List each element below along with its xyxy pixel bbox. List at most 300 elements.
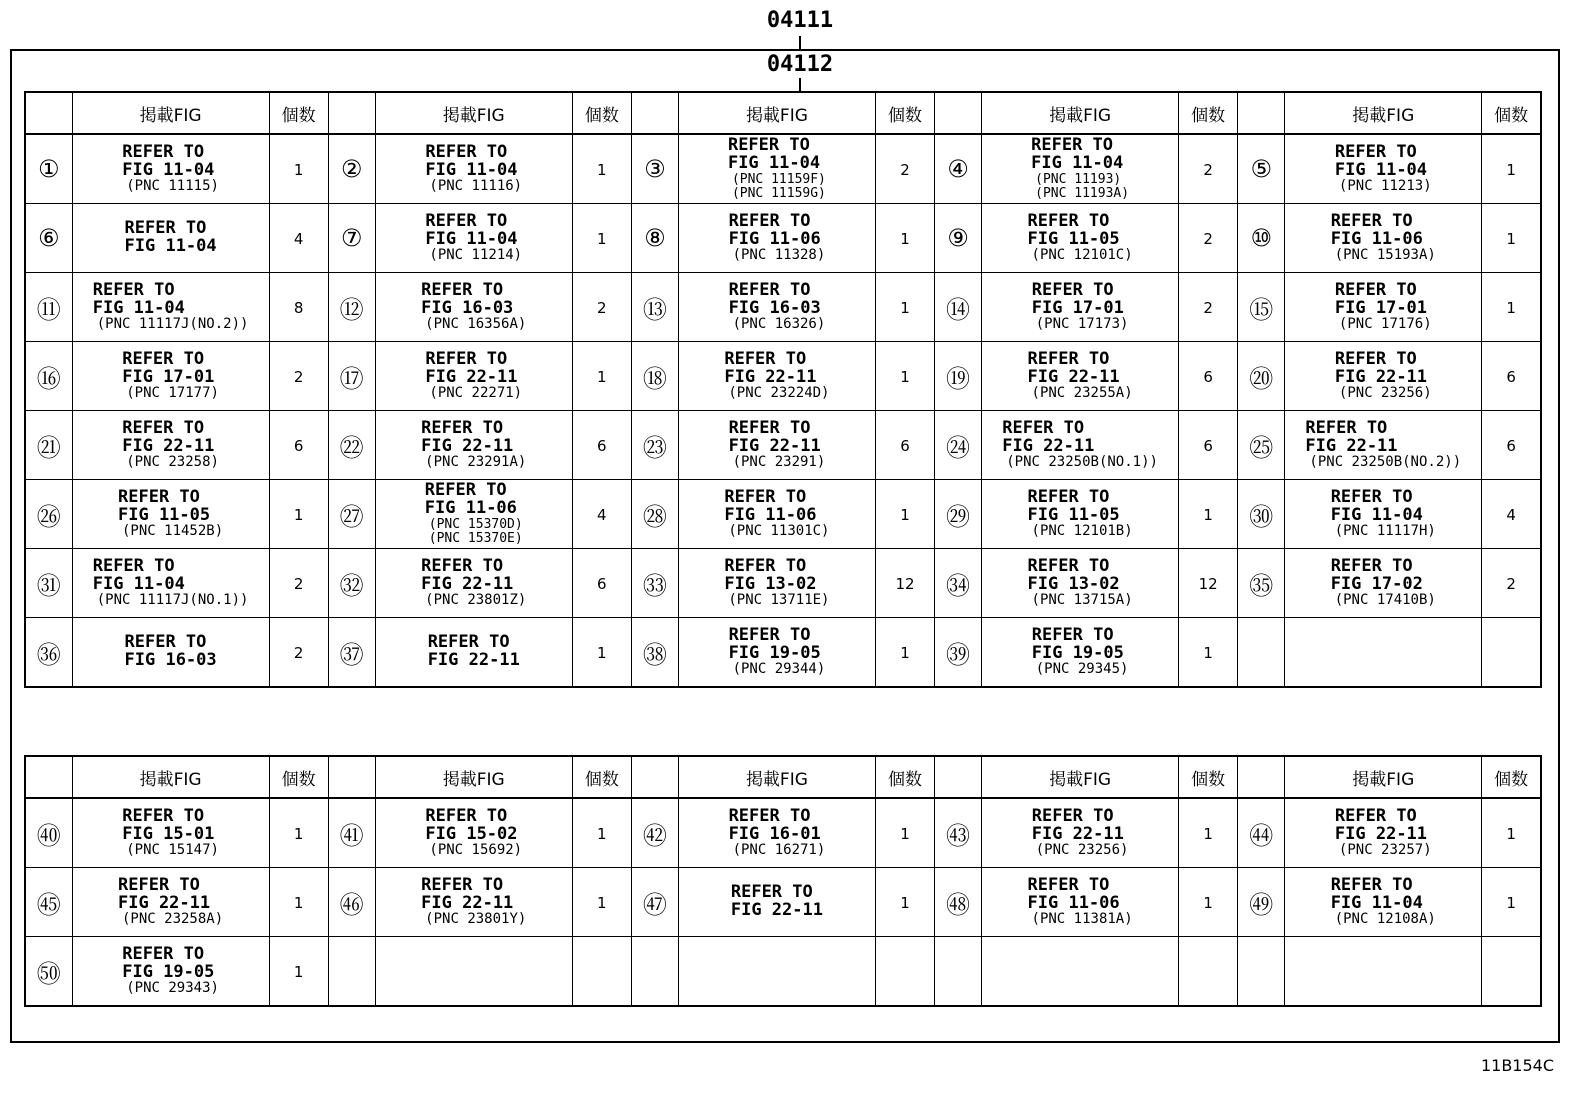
header-fig: 掲載FIG bbox=[1285, 92, 1482, 134]
quantity: 1 bbox=[293, 160, 304, 179]
item-number: ㉞ bbox=[946, 571, 971, 600]
pnc-code: (PNC 23250B(NO.1)) bbox=[1006, 454, 1158, 471]
item-number: ⑲ bbox=[946, 364, 971, 393]
item-number-cell bbox=[25, 937, 72, 1007]
refer-to-text bbox=[125, 220, 217, 256]
quantity: 2 bbox=[293, 574, 304, 593]
connector-line bbox=[799, 78, 801, 91]
item-number-cell bbox=[1238, 618, 1285, 688]
quantity: 1 bbox=[1506, 893, 1516, 912]
quantity: 1 bbox=[900, 298, 910, 317]
item-number-cell bbox=[1238, 204, 1285, 273]
item-number-cell bbox=[1238, 937, 1285, 1007]
item-number: ⑥ bbox=[38, 224, 60, 252]
item-number-cell bbox=[328, 480, 375, 549]
pnc-code: (PNC 11159F) bbox=[731, 172, 826, 188]
refer-to-label: REFER TO bbox=[728, 417, 811, 438]
fig-reference-cell bbox=[678, 273, 875, 342]
fig-reference-cell bbox=[1285, 134, 1482, 204]
fig-number: FIG 22-11 bbox=[1334, 823, 1428, 844]
qty-cell bbox=[572, 204, 631, 273]
refer-to-label: REFER TO bbox=[118, 486, 200, 507]
item-number-cell bbox=[1238, 868, 1285, 937]
quantity: 1 bbox=[597, 160, 607, 179]
item-number: ㊽ bbox=[946, 890, 971, 919]
refer-to-text bbox=[1002, 417, 1158, 471]
fig-reference-cell bbox=[72, 868, 269, 937]
pnc-code: (PNC 11301C) bbox=[728, 523, 830, 540]
fig-number: FIG 11-04 bbox=[122, 159, 215, 180]
item-number-cell bbox=[631, 868, 678, 937]
fig-number: FIG 11-04 bbox=[1330, 892, 1423, 913]
header-qty: 個数 bbox=[875, 92, 934, 134]
refer-to-text bbox=[122, 417, 219, 471]
qty-cell bbox=[1482, 549, 1541, 618]
item-number-cell bbox=[25, 411, 72, 480]
refer-to-text bbox=[1031, 279, 1129, 333]
fig-reference-cell bbox=[72, 480, 269, 549]
refer-to-text bbox=[425, 482, 523, 545]
pnc-code: (PNC 11115) bbox=[126, 178, 219, 195]
fig-reference-cell bbox=[1285, 618, 1482, 688]
refer-to-label: REFER TO bbox=[425, 141, 508, 162]
item-number: ㊺ bbox=[36, 890, 61, 919]
qty-cell bbox=[1482, 937, 1541, 1007]
refer-to-text bbox=[122, 943, 219, 997]
fig-reference-cell bbox=[72, 342, 269, 411]
refer-to-label: REFER TO bbox=[730, 882, 813, 903]
qty-cell bbox=[1179, 480, 1238, 549]
fig-number: FIG 16-03 bbox=[124, 650, 217, 670]
header-blank bbox=[935, 92, 982, 134]
refer-to-label: REFER TO bbox=[1031, 279, 1114, 300]
item-number-cell bbox=[328, 937, 375, 1007]
item-number: ㉖ bbox=[36, 502, 61, 531]
item-number-cell bbox=[1238, 411, 1285, 480]
item-number: ㊸ bbox=[946, 821, 971, 850]
item-number-cell bbox=[328, 342, 375, 411]
fig-reference-cell bbox=[72, 273, 269, 342]
item-number: ⑭ bbox=[946, 295, 971, 324]
qty-cell bbox=[1482, 134, 1541, 204]
qty-cell bbox=[875, 273, 934, 342]
header-fig: 掲載FIG bbox=[982, 756, 1179, 798]
fig-reference-cell bbox=[72, 411, 269, 480]
pnc-code: (PNC 11117J(NO.1)) bbox=[96, 592, 249, 609]
fig-number: FIG 22-11 bbox=[421, 573, 514, 594]
quantity: 2 bbox=[900, 160, 910, 179]
refer-to-text bbox=[1027, 555, 1133, 609]
item-number-cell bbox=[631, 134, 678, 204]
qty-cell bbox=[1482, 342, 1541, 411]
fig-number: FIG 13-02 bbox=[1027, 573, 1120, 594]
refer-to-label: REFER TO bbox=[1305, 417, 1388, 438]
qty-cell bbox=[269, 273, 328, 342]
qty-cell bbox=[572, 342, 631, 411]
refer-to-text bbox=[1334, 805, 1432, 859]
refer-to-label: REFER TO bbox=[1330, 555, 1413, 576]
header-fig: 掲載FIG bbox=[678, 756, 875, 798]
qty-cell bbox=[1482, 411, 1541, 480]
quantity: 1 bbox=[597, 824, 607, 843]
fig-number: FIG 22-11 bbox=[724, 366, 817, 387]
pnc-code: (PNC 15147) bbox=[126, 842, 219, 859]
item-number-cell bbox=[631, 937, 678, 1007]
refer-to-text bbox=[724, 486, 830, 540]
qty-cell bbox=[269, 868, 328, 937]
qty-cell bbox=[875, 937, 934, 1007]
item-number-cell bbox=[328, 798, 375, 868]
refer-to-label: REFER TO bbox=[122, 805, 205, 826]
fig-number: FIG 11-05 bbox=[1027, 504, 1120, 525]
refer-to-text bbox=[728, 624, 826, 678]
fig-reference-cell bbox=[678, 204, 875, 273]
quantity: 1 bbox=[1506, 160, 1516, 179]
quantity: 2 bbox=[1506, 574, 1516, 593]
table-row bbox=[25, 411, 1541, 480]
qty-cell bbox=[1179, 868, 1238, 937]
header-blank bbox=[328, 92, 375, 134]
qty-cell bbox=[269, 134, 328, 204]
refer-to-label: REFER TO bbox=[421, 417, 504, 438]
pnc-code: (PNC 29343) bbox=[126, 980, 219, 997]
item-number: ⑨ bbox=[947, 224, 969, 252]
fig-number: FIG 17-01 bbox=[1031, 297, 1124, 318]
qty-cell bbox=[572, 868, 631, 937]
pnc-code: (PNC 15692) bbox=[429, 842, 523, 859]
item-number: ⑪ bbox=[36, 295, 61, 324]
refer-to-label: REFER TO bbox=[1330, 874, 1413, 895]
pnc-code: (PNC 23255A) bbox=[1031, 385, 1133, 402]
item-number-cell bbox=[935, 798, 982, 868]
pnc-code: (PNC 23257) bbox=[1338, 842, 1432, 859]
item-number: ㊷ bbox=[642, 821, 667, 850]
refer-to-text bbox=[421, 279, 527, 333]
item-number: ㊲ bbox=[339, 640, 364, 669]
item-number: ④ bbox=[947, 155, 969, 183]
item-number-cell bbox=[631, 204, 678, 273]
qty-cell bbox=[269, 798, 328, 868]
qty-cell bbox=[269, 937, 328, 1007]
fig-reference-cell bbox=[982, 411, 1179, 480]
fig-number: FIG 11-04 bbox=[124, 236, 217, 256]
fig-number: FIG 22-11 bbox=[421, 892, 514, 913]
refer-to-label: REFER TO bbox=[122, 348, 205, 369]
pnc-code: (PNC 23224D) bbox=[728, 385, 830, 402]
refer-to-label: REFER TO bbox=[724, 348, 807, 369]
table-row bbox=[25, 134, 1541, 204]
item-number: ⑰ bbox=[339, 364, 364, 393]
pnc-code: (PNC 11117J(NO.2)) bbox=[96, 316, 249, 333]
pnc-code: (PNC 13715A) bbox=[1031, 592, 1133, 609]
header-qty: 個数 bbox=[572, 92, 631, 134]
fig-number: FIG 22-11 bbox=[1031, 823, 1124, 844]
header-qty: 個数 bbox=[1179, 756, 1238, 798]
item-number: ㉜ bbox=[339, 571, 364, 600]
pnc-code: (PNC 11213) bbox=[1338, 178, 1432, 195]
fig-number: FIG 22-11 bbox=[1002, 435, 1095, 456]
fig-reference-cell bbox=[982, 134, 1179, 204]
qty-cell bbox=[875, 342, 934, 411]
fig-number: FIG 22-11 bbox=[1027, 366, 1120, 387]
qty-cell bbox=[1482, 868, 1541, 937]
header-blank bbox=[631, 92, 678, 134]
item-number: ⑫ bbox=[339, 295, 364, 324]
refer-to-text bbox=[731, 884, 823, 920]
header-qty: 個数 bbox=[1482, 756, 1541, 798]
qty-cell bbox=[572, 618, 631, 688]
quantity: 1 bbox=[900, 505, 910, 524]
refer-to-text bbox=[425, 805, 523, 859]
item-number-cell bbox=[935, 411, 982, 480]
item-number: ㉗ bbox=[339, 502, 364, 531]
quantity: 6 bbox=[1203, 436, 1213, 455]
pnc-code: (PNC 11193) bbox=[1035, 172, 1122, 188]
fig-reference-cell bbox=[1285, 937, 1482, 1007]
quantity: 2 bbox=[1203, 229, 1213, 248]
quantity: 1 bbox=[900, 643, 910, 662]
pnc-code: (PNC 23291) bbox=[732, 454, 826, 471]
item-number-cell bbox=[1238, 273, 1285, 342]
quantity: 1 bbox=[1203, 893, 1213, 912]
fig-reference-cell bbox=[1285, 549, 1482, 618]
refer-to-text bbox=[1031, 624, 1129, 678]
fig-number: FIG 11-04 bbox=[727, 153, 821, 174]
header-fig: 掲載FIG bbox=[982, 92, 1179, 134]
quantity: 1 bbox=[1506, 229, 1516, 248]
quantity: 1 bbox=[1203, 824, 1213, 843]
refer-to-text bbox=[1305, 417, 1462, 471]
fig-number: FIG 19-05 bbox=[728, 642, 821, 663]
item-number: ㊱ bbox=[36, 640, 61, 669]
refer-to-label: REFER TO bbox=[421, 874, 504, 895]
item-number-cell bbox=[631, 480, 678, 549]
item-number-cell bbox=[25, 342, 72, 411]
header-fig: 掲載FIG bbox=[72, 92, 269, 134]
quantity: 2 bbox=[293, 367, 304, 386]
figure-code: 11B154C bbox=[1480, 1056, 1554, 1075]
assembly-number-04112: 04112 bbox=[766, 52, 834, 77]
item-number: ⑤ bbox=[1250, 155, 1272, 183]
header-fig: 掲載FIG bbox=[375, 92, 572, 134]
fig-reference-cell bbox=[375, 798, 572, 868]
refer-to-label: REFER TO bbox=[92, 555, 175, 576]
fig-number: FIG 11-05 bbox=[118, 504, 211, 525]
quantity: 1 bbox=[597, 643, 607, 662]
qty-cell bbox=[572, 798, 631, 868]
refer-to-text bbox=[122, 348, 219, 402]
item-number-cell bbox=[25, 204, 72, 273]
refer-to-label: REFER TO bbox=[1027, 486, 1110, 507]
qty-cell bbox=[1482, 273, 1541, 342]
item-number: ㊿ bbox=[36, 959, 61, 988]
item-number-cell bbox=[935, 618, 982, 688]
refer-to-label: REFER TO bbox=[1027, 210, 1110, 231]
fig-reference-cell bbox=[678, 411, 875, 480]
pnc-code: (PNC 15370D) bbox=[428, 517, 523, 533]
refer-to-text bbox=[122, 141, 219, 195]
item-number-cell bbox=[631, 411, 678, 480]
fig-number: FIG 11-04 bbox=[1334, 159, 1428, 180]
refer-to-label: REFER TO bbox=[1330, 486, 1413, 507]
refer-to-text bbox=[1334, 141, 1432, 195]
qty-cell bbox=[572, 937, 631, 1007]
fig-reference-cell bbox=[72, 937, 269, 1007]
item-number: ⑮ bbox=[1249, 295, 1274, 324]
fig-reference-cell bbox=[375, 204, 572, 273]
fig-number: FIG 22-11 bbox=[425, 366, 518, 387]
pnc-code: (PNC 12101B) bbox=[1031, 523, 1133, 540]
header-qty: 個数 bbox=[1179, 92, 1238, 134]
table-row bbox=[25, 342, 1541, 411]
fig-number: FIG 22-11 bbox=[122, 435, 215, 456]
fig-reference-cell bbox=[1285, 342, 1482, 411]
fig-number: FIG 17-02 bbox=[1330, 573, 1423, 594]
pnc-code: (PNC 11452B) bbox=[122, 523, 224, 540]
refer-to-text bbox=[425, 348, 523, 402]
pnc-code: (PNC 23250B(NO.2)) bbox=[1309, 454, 1462, 471]
table-row bbox=[25, 618, 1541, 688]
refer-to-text bbox=[1330, 210, 1436, 264]
fig-reference-cell bbox=[1285, 273, 1482, 342]
header-blank bbox=[328, 756, 375, 798]
refer-to-label: REFER TO bbox=[1027, 555, 1110, 576]
pnc-code: (PNC 16326) bbox=[732, 316, 826, 333]
qty-cell bbox=[1179, 549, 1238, 618]
qty-cell bbox=[1482, 480, 1541, 549]
item-number-cell bbox=[328, 868, 375, 937]
header-qty: 個数 bbox=[1482, 92, 1541, 134]
refer-to-label: REFER TO bbox=[1002, 417, 1085, 438]
fig-reference-cell bbox=[982, 618, 1179, 688]
fig-number: FIG 15-01 bbox=[122, 823, 215, 844]
refer-to-text bbox=[1027, 348, 1133, 402]
refer-to-text bbox=[421, 874, 527, 928]
fig-reference-cell bbox=[982, 204, 1179, 273]
qty-cell bbox=[269, 549, 328, 618]
item-number: ㊴ bbox=[946, 640, 971, 669]
refer-to-label: REFER TO bbox=[728, 624, 811, 645]
fig-reference-cell bbox=[1285, 868, 1482, 937]
refer-to-label: REFER TO bbox=[424, 480, 507, 501]
pnc-code: (PNC 11381A) bbox=[1031, 911, 1133, 928]
item-number: ㉓ bbox=[642, 433, 667, 462]
quantity: 1 bbox=[293, 824, 304, 843]
item-number-cell bbox=[25, 480, 72, 549]
qty-cell bbox=[1179, 134, 1238, 204]
item-number: ㊾ bbox=[1249, 890, 1274, 919]
qty-cell bbox=[572, 273, 631, 342]
quantity: 6 bbox=[293, 436, 304, 455]
refer-to-label: REFER TO bbox=[1334, 805, 1417, 826]
pnc-code: (PNC 16271) bbox=[732, 842, 826, 859]
item-number-cell bbox=[25, 798, 72, 868]
refer-to-text bbox=[724, 348, 830, 402]
qty-cell bbox=[1482, 618, 1541, 688]
quantity: 6 bbox=[1506, 367, 1516, 386]
pnc-code: (PNC 23256) bbox=[1035, 842, 1129, 859]
qty-cell bbox=[875, 134, 934, 204]
refer-to-text bbox=[1330, 486, 1436, 540]
item-number: ⑳ bbox=[1249, 364, 1274, 393]
refer-to-text bbox=[92, 555, 249, 609]
quantity: 6 bbox=[1506, 436, 1516, 455]
fig-reference-cell bbox=[1285, 798, 1482, 868]
qty-cell bbox=[875, 549, 934, 618]
refer-to-label: REFER TO bbox=[118, 874, 200, 895]
qty-cell bbox=[269, 204, 328, 273]
qty-cell bbox=[1179, 937, 1238, 1007]
connector-line bbox=[799, 36, 801, 50]
fig-number: FIG 11-06 bbox=[1027, 892, 1120, 913]
refer-to-text bbox=[1027, 486, 1133, 540]
fig-number: FIG 22-11 bbox=[1334, 366, 1428, 387]
fig-reference-cell bbox=[72, 618, 269, 688]
item-number: ㉝ bbox=[642, 571, 667, 600]
qty-cell bbox=[1179, 411, 1238, 480]
refer-to-text bbox=[728, 137, 826, 200]
item-number-cell bbox=[935, 868, 982, 937]
quantity: 6 bbox=[597, 574, 607, 593]
item-number: ⑱ bbox=[642, 364, 667, 393]
header-blank bbox=[935, 756, 982, 798]
refer-to-text bbox=[425, 141, 523, 195]
fig-reference-cell bbox=[375, 868, 572, 937]
fig-reference-cell bbox=[375, 411, 572, 480]
header-fig: 掲載FIG bbox=[72, 756, 269, 798]
fig-number: FIG 11-06 bbox=[1330, 228, 1423, 249]
quantity: 6 bbox=[597, 436, 607, 455]
fig-reference-cell bbox=[72, 549, 269, 618]
pnc-code: (PNC 17176) bbox=[1338, 316, 1432, 333]
item-number-cell bbox=[935, 549, 982, 618]
fig-number: FIG 11-06 bbox=[724, 504, 817, 525]
quantity: 2 bbox=[597, 298, 607, 317]
fig-reference-cell bbox=[375, 342, 572, 411]
fig-number: FIG 16-01 bbox=[728, 823, 821, 844]
item-number-cell bbox=[328, 618, 375, 688]
refer-to-label: REFER TO bbox=[1334, 348, 1417, 369]
assembly-number-04111: 04111 bbox=[766, 8, 834, 33]
pnc-code: (PNC 23801Y) bbox=[425, 911, 527, 928]
qty-cell bbox=[875, 480, 934, 549]
item-number: ⑯ bbox=[36, 364, 61, 393]
fig-reference-cell bbox=[1285, 480, 1482, 549]
fig-reference-cell bbox=[375, 273, 572, 342]
fig-reference-cell bbox=[982, 868, 1179, 937]
refer-to-label: REFER TO bbox=[724, 555, 807, 576]
item-number: ⑧ bbox=[644, 224, 666, 252]
refer-to-text bbox=[1334, 279, 1432, 333]
refer-to-label: REFER TO bbox=[1031, 624, 1114, 645]
item-number: ㊶ bbox=[339, 821, 364, 850]
item-number-cell bbox=[935, 937, 982, 1007]
quantity: 8 bbox=[293, 298, 304, 317]
refer-to-label: REFER TO bbox=[421, 279, 504, 300]
qty-cell bbox=[1179, 204, 1238, 273]
item-number-cell bbox=[1238, 342, 1285, 411]
pnc-code: (PNC 12108A) bbox=[1334, 911, 1436, 928]
item-number: ㉛ bbox=[36, 571, 61, 600]
fig-number: FIG 11-06 bbox=[728, 228, 821, 249]
item-number-cell bbox=[25, 618, 72, 688]
qty-cell bbox=[572, 480, 631, 549]
fig-reference-cell bbox=[375, 549, 572, 618]
pnc-code: (PNC 11117H) bbox=[1334, 523, 1436, 540]
parts-table-1 bbox=[24, 91, 1542, 688]
fig-number: FIG 15-02 bbox=[425, 823, 518, 844]
refer-to-label: REFER TO bbox=[425, 805, 508, 826]
